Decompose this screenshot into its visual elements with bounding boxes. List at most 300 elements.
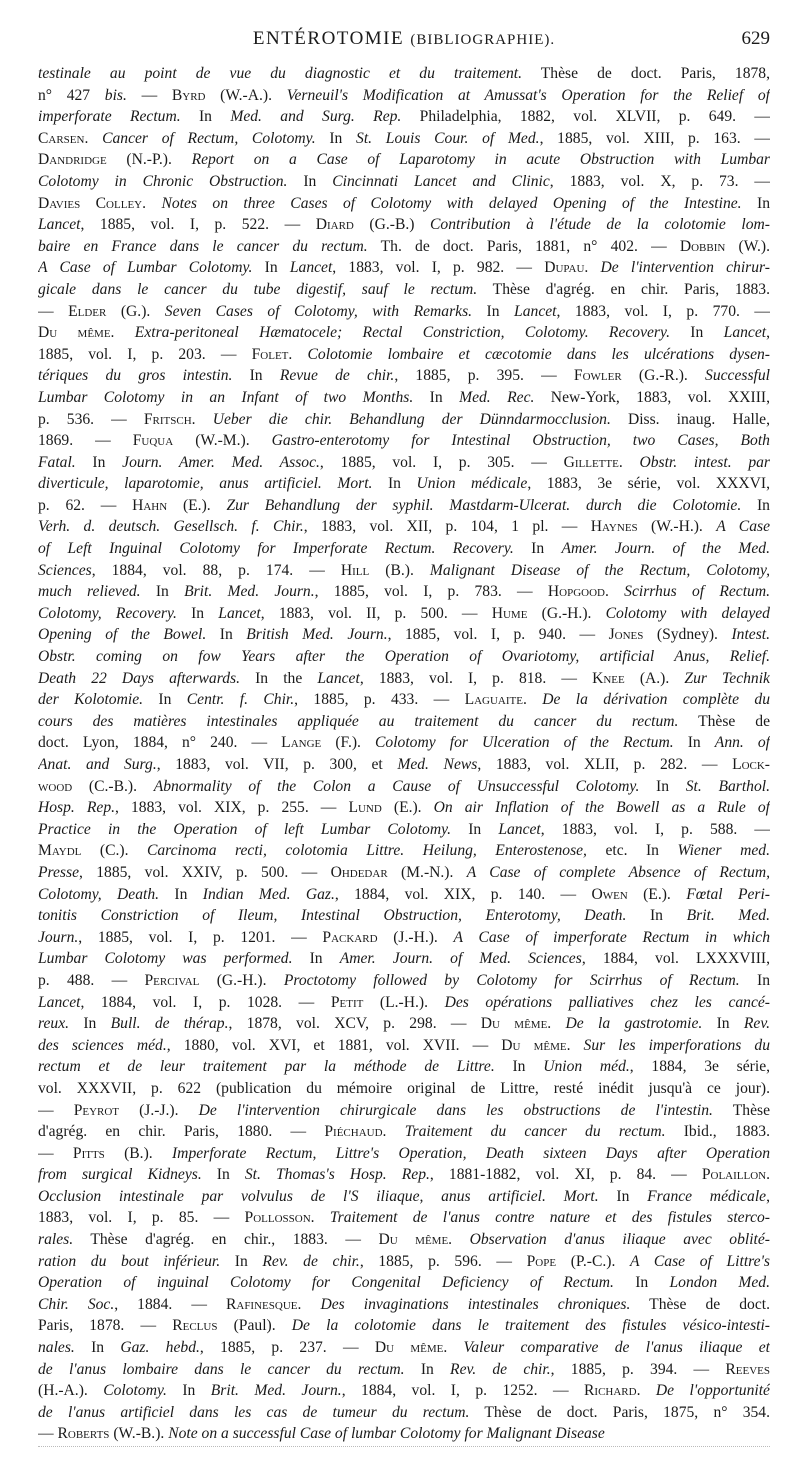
text-line — [38, 301, 770, 323]
text-line — [38, 646, 770, 668]
text-segment — [88, 130, 102, 147]
italic-title: Report on a Case of Laparotomy in acute Obstruction with Lumbar — [191, 151, 770, 169]
text-line — [38, 1337, 770, 1359]
text-line — [38, 581, 770, 603]
author-name: Richard. — [584, 1382, 641, 1400]
text-line — [38, 754, 770, 776]
author-name: Hill — [340, 561, 370, 579]
text-segment: , 1885, p. 237. — — [199, 1339, 375, 1357]
page-number: 629 — [741, 28, 770, 49]
italic-title: Traitement de l'anus contre nature et des fistules sterco- — [329, 1209, 770, 1227]
text-line — [38, 560, 770, 582]
author-name: Du même. — [378, 1231, 453, 1249]
text-segment: In — [292, 950, 340, 968]
text-segment: , 1885, vol. I, p. 522. — — [80, 216, 316, 234]
author-name: Dobbin — [679, 237, 726, 255]
italic-title: rales. — [38, 1231, 74, 1249]
text-segment: , 1885, p. 395. — — [394, 367, 574, 385]
italic-title: Brit. Med. Journ. — [210, 1382, 342, 1400]
italic-title: Amer. Journ. of Med. Sciences — [339, 950, 582, 968]
text-line — [38, 668, 770, 690]
author-name: Hahn — [132, 496, 168, 514]
text-segment: In — [702, 1015, 744, 1033]
text-segment: (E.). — [627, 885, 687, 903]
italic-title: nales. — [38, 1339, 75, 1357]
italic-title: Occlusion intestinale par volvulus de l'S iliaque, anus artificiel. Mort. — [38, 1187, 599, 1205]
text-line — [38, 1186, 770, 1208]
text-segment: In — [451, 820, 499, 838]
italic-title: De l'opportunité — [655, 1382, 770, 1400]
italic-title: Journ. — [38, 928, 79, 946]
author-name: Percival — [144, 971, 200, 989]
author-name: Pitts — [72, 1144, 105, 1162]
text-line — [38, 214, 770, 236]
text-line — [38, 1056, 770, 1078]
text-segment: (E.). — [381, 799, 434, 817]
text-segment: In — [494, 1058, 544, 1076]
text-line — [38, 344, 770, 366]
italic-title: ration du bout inférieur. — [38, 1252, 221, 1270]
text-segment: In — [180, 108, 231, 126]
text-line — [38, 797, 770, 819]
text-segment: , 1878, vol. XCV, p. 298. — — [228, 1015, 481, 1033]
text-segment: , 1884, vol. I, p. 1252. — — [341, 1382, 585, 1400]
text-segment: vol. XXXVII, p. 622 (publication du mémoire original de Littre, resté inédit jusqu'à ce jour). — [38, 1079, 770, 1097]
italic-title: Note on a successful Case of lumbar Colotomy for Malignant Disease — [168, 1425, 605, 1443]
text-segment: , 1885, vol. I, p. 1201. — — [78, 928, 323, 946]
text-segment: In — [673, 734, 715, 752]
text-line — [38, 776, 770, 798]
footer-rule — [38, 1446, 770, 1447]
text-segment: In — [372, 475, 417, 493]
text-segment: (F.). — [321, 734, 376, 752]
text-segment: p. 536. — — [38, 410, 144, 428]
italic-title: Rev. — [743, 1015, 770, 1033]
text-segment: Diss. inaug. Halle, — [610, 410, 770, 428]
text-line — [38, 840, 770, 862]
text-segment: In — [140, 583, 185, 601]
text-line — [38, 732, 770, 754]
text-segment — [588, 259, 600, 276]
text-line — [38, 430, 770, 452]
text-segment: , 1885, vol. I, p. 305. — — [319, 453, 564, 471]
text-segment: In the — [239, 669, 318, 687]
text-segment: (W.-M.). — [173, 432, 272, 450]
text-segment: (W.-B.). — [109, 1425, 169, 1443]
italic-title: A Case of Littre's — [630, 1252, 770, 1270]
text-line — [38, 1164, 770, 1186]
text-line — [38, 1013, 770, 1035]
text-segment: , 1883, vol. X, p. 73. — — [549, 172, 770, 190]
text-segment: In — [74, 1339, 121, 1357]
text-segment: — — [38, 302, 69, 320]
italic-title: Med. and Surg. Rep. — [230, 108, 402, 126]
text-segment: (M.-N.). — [387, 863, 467, 881]
author-name: Piéchaud. — [324, 1123, 387, 1141]
italic-title: Contribution à l'étude de la colotomie lom- — [430, 216, 770, 234]
italic-title: Fatal. — [38, 453, 76, 471]
text-segment — [623, 454, 640, 471]
text-line — [38, 1315, 770, 1337]
italic-title: Proctotomy followed by Colotomy for Scirrhus of Rectum. — [283, 971, 740, 989]
text-line — [38, 948, 770, 970]
italic-title: bis. — [104, 86, 127, 104]
italic-title: Amer. Journ. of the Med. — [561, 540, 770, 558]
italic-title: Malignant Disease of the Rectum, Colotomy, — [429, 561, 770, 579]
italic-title: Colotomy for Ulceration of the Rectum. — [375, 734, 674, 752]
italic-title: reux. — [38, 1015, 70, 1033]
author-name: Du même. — [374, 1339, 448, 1357]
text-segment: p. 488. — — [38, 971, 145, 989]
text-segment: — — [38, 1144, 73, 1162]
italic-title: Med. Rec. — [459, 388, 535, 406]
author-name: Hopgood. — [547, 583, 609, 601]
text-segment: (G.). — [106, 302, 165, 320]
text-segment: (W.-H.). — [637, 518, 717, 536]
text-line — [38, 495, 770, 517]
italic-title: Lancet — [723, 324, 767, 342]
author-name: wood — [38, 777, 73, 795]
text-segment: , 1883, vol. XLII, p. 282. — — [477, 756, 733, 773]
author-name: Dandridge — [38, 151, 107, 169]
text-line — [38, 1359, 770, 1381]
italic-title: tonitis Constriction of Ileum, Intestinal Obstruction, Enterotomy, Death. — [38, 907, 627, 925]
text-segment: In — [176, 604, 219, 622]
italic-title: A Case of imperforate Rectum in which — [453, 928, 770, 946]
author-name: Folet. — [251, 345, 293, 363]
italic-title: Observation d'anus iliaque avec oblité- — [469, 1231, 770, 1249]
text-line — [38, 193, 770, 215]
author-name: Pollosson. — [244, 1209, 315, 1227]
text-line — [38, 819, 770, 841]
text-segment: (G.-H.). — [199, 971, 284, 989]
author-name: Elder — [68, 302, 107, 320]
italic-title: Gastro-enterotomy for Intestinal Obstruction, two Cases, Both — [271, 432, 770, 450]
author-name: Du même. — [38, 324, 115, 342]
text-line — [38, 63, 770, 85]
italic-title: Zur Technik — [684, 669, 770, 687]
italic-title: Fœtal Peri- — [686, 885, 770, 903]
running-title-subtitle: (BIBLIOGRAPHIE). — [410, 32, 556, 48]
italic-title: Opening of the Bowel. — [38, 626, 207, 644]
text-segment: In — [613, 1274, 670, 1292]
italic-title: Practice in the Operation of left Lumbar Colotomy. — [38, 820, 452, 838]
text-segment: In — [626, 907, 687, 925]
text-line — [38, 884, 770, 906]
text-segment: Paris, 1878. — — [38, 1317, 173, 1335]
text-segment: Thèse de doct. Paris, 1875, n° 354. — [469, 1403, 770, 1421]
italic-title: Anat. and Surg. — [38, 756, 157, 773]
italic-title: Traitement du cancer du rectum. — [404, 1123, 666, 1141]
text-line — [38, 387, 770, 409]
italic-title: De la gastrotomie. — [565, 1015, 703, 1033]
italic-title: Colotomy with delayed — [605, 604, 770, 622]
text-segment: Philadelphia, 1882, vol. XLVII, p. 649. — — [401, 108, 770, 126]
text-segment: In — [75, 453, 123, 471]
text-segment: In — [143, 691, 187, 709]
italic-title: Ann. of — [714, 734, 770, 752]
italic-title: De l'intervention chirur- — [600, 259, 770, 277]
italic-title: London Med. — [669, 1274, 770, 1292]
italic-title: On air Inflation of the Bowell as a Rule of — [433, 799, 770, 817]
text-segment: (B.). — [369, 561, 430, 579]
italic-title: of Left Inguinal Colotomy for Imperforate Rectum. Recovery. — [38, 540, 514, 558]
text-segment: In — [220, 1252, 263, 1270]
text-line — [38, 257, 770, 279]
italic-title: Successful — [705, 367, 770, 385]
author-name: Polaillon. — [701, 1166, 770, 1184]
text-segment: , 1883, vol. I, p. 818. — — [359, 669, 593, 687]
author-name: Knee — [592, 669, 625, 687]
text-segment: (E.). — [167, 496, 227, 514]
italic-title: Brit. Med. — [686, 907, 770, 925]
text-segment: , 1885, p. 596. — — [359, 1252, 527, 1270]
page-header — [38, 28, 770, 58]
italic-title: Gaz. hebd. — [120, 1339, 200, 1357]
italic-title: Lumbar Colotomy was performed. — [38, 950, 293, 968]
text-segment: , 1883, vol. II, p. 500. — — [260, 604, 492, 622]
text-segment: In — [598, 1187, 648, 1205]
italic-title: Revue de chir. — [279, 367, 395, 385]
italic-title: Rev. de chir. — [450, 1360, 551, 1378]
text-segment: Ibid., 1883. — [665, 1123, 770, 1141]
text-segment — [570, 1037, 583, 1054]
author-name: Fowler — [573, 367, 622, 385]
text-line — [38, 409, 770, 431]
text-segment: In — [472, 302, 515, 320]
text-line — [38, 365, 770, 387]
text-segment: Thèse d'agrég. en chir., 1883. — — [73, 1231, 379, 1249]
italic-title: Abnormality of the Colon a Cause of Unsuccessful Colotomy. — [153, 777, 640, 795]
text-segment — [301, 1296, 320, 1313]
italic-title: De la colotomie dans le traitement des fistules vésico-intesti- — [291, 1317, 770, 1335]
author-name: Lund — [348, 799, 382, 817]
italic-title: Indian Med. Gaz. — [202, 885, 335, 903]
italic-title: St. Louis Cour. of Med. — [356, 129, 540, 147]
text-line — [38, 1121, 770, 1143]
italic-title: Verneuil's Modification at Amussat's Operation for the Relief of — [286, 86, 770, 104]
italic-title: De la dérivation complète du — [542, 691, 770, 709]
italic-title: Valeur comparative de l'anus iliaque et — [463, 1339, 770, 1357]
italic-title: Lancet — [218, 604, 261, 622]
text-segment: p. 62. — — [38, 496, 133, 514]
author-name: Carsen. — [38, 129, 89, 147]
italic-title: Intest. — [731, 626, 770, 644]
text-segment — [447, 1339, 463, 1356]
text-line — [38, 1251, 770, 1273]
italic-title: Notes on three Cases of Colotomy with delayed Opening of the Intestine. — [161, 194, 742, 212]
text-segment: In — [232, 367, 280, 385]
author-name: Fritsch. — [143, 410, 196, 428]
text-line — [38, 1078, 770, 1100]
text-segment: , — [766, 1187, 770, 1205]
author-name: Laguaite. — [464, 691, 527, 709]
bibliography-text — [38, 63, 770, 1445]
text-line — [38, 1143, 770, 1165]
italic-title: Lancet — [38, 216, 81, 234]
text-segment — [114, 324, 134, 341]
author-name: Pope — [526, 1252, 557, 1270]
text-segment: , 1884, vol. LXXXVIII, — [581, 950, 770, 968]
author-name: Fuqua — [132, 432, 174, 450]
author-name: Du même. — [501, 1036, 571, 1054]
author-name: Lock- — [732, 756, 770, 773]
italic-title: Cincinnati Lancet and Clinic — [332, 172, 550, 190]
text-line — [38, 128, 770, 150]
italic-title: Lancet — [317, 669, 360, 687]
author-name: Reclus — [172, 1317, 218, 1335]
author-name: Ohdedar — [330, 863, 388, 881]
text-segment: In — [206, 626, 247, 644]
author-name: Haynes — [590, 518, 638, 536]
italic-title: Colotomie lombaire et cæcotomie dans les ulcérations dysen- — [307, 345, 770, 363]
text-segment: In — [69, 1015, 111, 1033]
text-line — [38, 711, 770, 733]
text-line — [38, 905, 770, 927]
italic-title: Cancer of Rectum, Colotomy. — [102, 129, 316, 147]
text-line — [38, 1272, 770, 1294]
italic-title: imperforate Rectum. — [38, 108, 181, 126]
text-line — [38, 149, 770, 171]
italic-title: testinale au point de vue du diagnostic et du traitement. — [38, 65, 522, 82]
text-line — [38, 516, 770, 538]
italic-title: de l'anus lombaire dans le cancer du rectum. — [38, 1360, 405, 1378]
text-segment: In — [669, 324, 724, 342]
running-title — [38, 28, 770, 50]
italic-title: der Kolotomie. — [38, 691, 144, 709]
italic-title: Death 22 Days afterwards. — [38, 669, 240, 687]
text-segment: (B.). — [104, 1144, 172, 1162]
text-segment: (J.-J.). — [119, 1101, 199, 1119]
text-line — [38, 1207, 770, 1229]
text-line — [38, 927, 770, 949]
text-segment: , — [766, 324, 770, 342]
author-name: Davies Colley. — [38, 194, 147, 212]
italic-title: diverticule, laparotomie, anus artificiel. Mort. — [38, 475, 373, 493]
italic-title: Des opérations palliatives chez les cancé- — [444, 993, 770, 1011]
italic-title: Wiener med. — [677, 842, 770, 860]
italic-title: Centr. f. Chir. — [186, 691, 295, 709]
author-name: Peyrot — [73, 1101, 120, 1119]
italic-title: Obstr. intest. par — [639, 453, 770, 471]
text-segment: — — [38, 1425, 58, 1443]
text-segment: (Paul). — [217, 1317, 292, 1335]
text-line — [38, 1402, 770, 1424]
text-segment: 1869. — — [38, 432, 133, 450]
text-segment: In — [166, 1382, 211, 1400]
italic-title: Zur Behandlung der syphil. Mastdarm-Ulcerat. durch die Colotomie. — [226, 496, 742, 514]
italic-title: Journ. Amer. Med. Assoc. — [122, 453, 320, 471]
author-name: Du même. — [480, 1015, 552, 1033]
italic-title: Union méd. — [543, 1058, 630, 1076]
running-title-main: ENTÉROTOMIE — [252, 28, 405, 49]
text-segment: (Sydney). — [643, 626, 732, 644]
text-segment: , 1885, vol. I, p. 783. — — [314, 583, 548, 601]
italic-title: Lancet — [498, 820, 541, 838]
text-segment: , 1885, vol. XXIV, p. 500. — — [79, 863, 331, 881]
text-segment: (H.-A.). — [38, 1382, 104, 1400]
italic-title: rectum et de leur traitement par la méthode de Littre. — [38, 1058, 495, 1076]
italic-title: A Case — [716, 518, 770, 536]
text-segment: In — [739, 971, 770, 989]
text-segment — [551, 1015, 565, 1032]
italic-title: De l'intervention chirurgicale dans les obstructions de l'intestin. — [198, 1101, 713, 1119]
text-segment: In — [741, 194, 770, 212]
text-segment: In — [404, 1360, 451, 1378]
text-segment: Thèse d'agrég. en chir. Paris, 1883. — [477, 280, 770, 298]
italic-title: Verh. d. deutsch. Gesellsch. f. Chir. — [38, 518, 304, 536]
text-line — [38, 970, 770, 992]
text-segment: , 1884. — — [114, 1295, 226, 1313]
text-segment — [196, 411, 213, 428]
italic-title: Lancet — [514, 302, 557, 320]
text-segment: (J.-H.). — [377, 928, 454, 946]
text-segment — [527, 691, 542, 708]
text-segment — [452, 1231, 470, 1248]
italic-title: from surgical Kidneys. — [38, 1166, 202, 1184]
text-line — [38, 236, 770, 258]
italic-title: A Case of Lumbar Colotomy. — [38, 259, 253, 277]
text-segment: , 1884, vol. 88, p. 174. — — [91, 561, 341, 579]
italic-title: Extra-peritoneal Hæmatocele; Rectal Constriction, Colotomy. Recovery. — [134, 324, 670, 342]
text-segment: , 1884, vol. XIX, p. 140. — — [334, 885, 592, 903]
text-segment: , 1884, 3e série, — [629, 1058, 770, 1076]
italic-title: Seven Cases of Colotomy, with Remarks. — [164, 302, 473, 320]
text-segment: , 1885, vol. XIII, p. 163. — — [539, 129, 770, 147]
italic-title: Colotomy, Death. — [38, 885, 160, 903]
author-name: Gillette. — [563, 453, 623, 471]
author-name: Petit — [330, 993, 364, 1011]
text-segment: , 1883, vol. VII, p. 300, et — [156, 756, 398, 773]
text-segment: , 1883, vol. XIX, p. 255. — — [115, 799, 349, 817]
author-name: Owen — [591, 885, 628, 903]
italic-title: tériques du gros intestin. — [38, 367, 233, 385]
text-line — [38, 1229, 770, 1251]
text-segment — [609, 583, 624, 600]
author-name: Byrd — [171, 86, 206, 104]
italic-title: baire en France dans le cancer du rectum. — [38, 237, 368, 255]
italic-title: Lancet — [38, 993, 81, 1011]
text-line — [38, 992, 770, 1014]
text-segment: (G.-R.). — [621, 367, 706, 385]
italic-title: Sur les imperforations du — [583, 1036, 770, 1054]
text-segment: , 1883, vol. I, p. 588. — — [540, 820, 770, 838]
text-line — [38, 1380, 770, 1402]
italic-title: gicale dans le cancer du tube digestif, sauf le rectum. — [38, 280, 478, 298]
italic-title: much relieved. — [38, 583, 141, 601]
text-segment: , 1883, 3e série, vol. XXXVI, — [527, 475, 770, 493]
author-name: Maydl — [38, 842, 82, 860]
text-segment: (G.-H.). — [527, 604, 606, 622]
author-name: Diard — [315, 216, 354, 234]
text-segment — [146, 195, 161, 212]
text-segment: n° 427 — [38, 86, 105, 104]
text-segment — [386, 1123, 404, 1140]
italic-title: des sciences méd. — [38, 1036, 167, 1054]
text-segment: In — [413, 388, 460, 406]
text-line — [38, 1294, 770, 1316]
text-segment: In — [252, 259, 290, 277]
text-line — [38, 452, 770, 474]
text-line — [38, 85, 770, 107]
italic-title: Des invaginations intestinales chroniques. — [320, 1295, 631, 1313]
italic-title: A Case of complete Absence of Rectum, — [466, 863, 770, 881]
text-segment: New-York, 1883, vol. XXIII, — [534, 388, 770, 406]
text-segment: Thèse de doct. Paris, 1878, — [521, 65, 770, 82]
italic-title: Scirrhus of Rectum. — [624, 583, 770, 601]
author-name: Rafinesque. — [225, 1295, 302, 1313]
italic-title: Presse — [38, 863, 79, 881]
